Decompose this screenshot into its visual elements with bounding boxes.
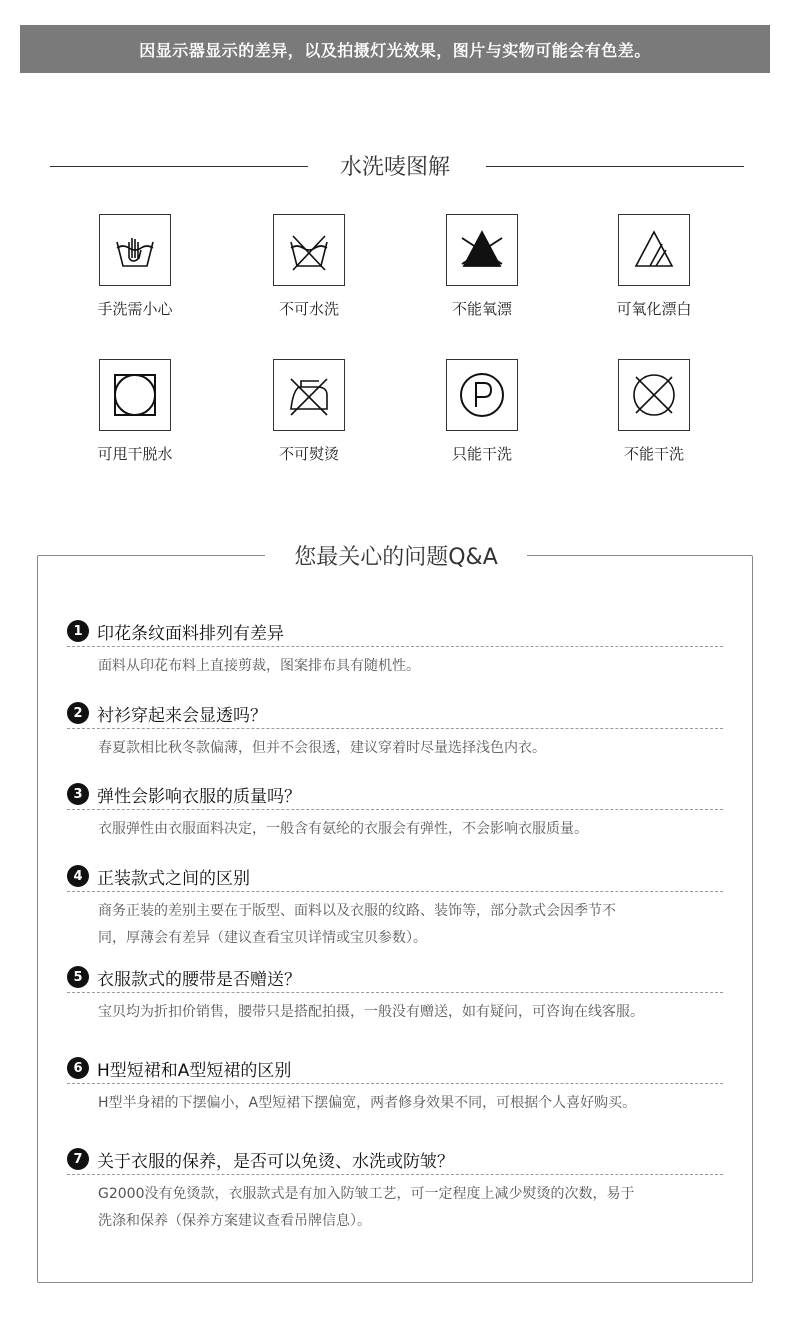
qa-item	[67, 618, 723, 680]
qa-answer	[67, 898, 723, 952]
qa-section-title: 您最关心的问题Q&A	[265, 540, 527, 571]
number-badge-icon: 4	[67, 865, 89, 887]
qa-answer	[67, 999, 723, 1026]
qa-item	[67, 700, 723, 762]
qa-answer-line: H型半身裙的下摆偏小，A型短裙下摆偏宽，两者修身效果不同，可根据个人喜好购买。	[98, 1095, 637, 1111]
color-disclaimer-text: 因显示器显示的差异，以及拍摄灯光效果，图片与实物可能会有色差。	[139, 40, 651, 60]
qa-answer-line: 面料从印花布料上直接剪裁，图案排布具有随机性。	[98, 658, 420, 674]
qa-question: 正装款式之间的区别	[97, 868, 250, 889]
care-label: 不能干洗	[623, 445, 684, 463]
qa-answer	[67, 1181, 723, 1235]
qa-answer-line: 宝贝均为折扣价销售，腰带只是搭配拍摄，一般没有赠送，如有疑问，可咨询在线客服。	[98, 1004, 644, 1020]
qa-answer	[67, 1090, 723, 1117]
care-label: 不可熨烫	[278, 445, 339, 463]
care-item-hand-wash	[65, 214, 205, 319]
care-label: 只能干洗	[451, 445, 512, 463]
qa-answer	[67, 735, 723, 762]
do-not-dry-clean-icon	[618, 359, 690, 431]
qa-question-row	[67, 781, 723, 810]
number-badge-icon: 2	[67, 702, 89, 724]
qa-item	[67, 1146, 723, 1235]
care-item-oxygen-bleach	[584, 214, 724, 319]
care-item-do-not-iron	[239, 359, 379, 464]
number-badge-icon: 5	[67, 966, 89, 988]
qa-question: 印花条纹面料排列有差异	[97, 623, 284, 644]
qa-answer-line: 春夏款相比秋冬款偏薄，但并不会很透，建议穿着时尽量选择浅色内衣。	[98, 740, 546, 756]
care-label: 不能氧漂	[451, 300, 512, 318]
qa-question-row	[67, 863, 723, 892]
qa-answer-line: 洗涤和保养（保养方案建议查看吊牌信息）。	[98, 1213, 371, 1229]
dry-clean-p-icon	[446, 359, 518, 431]
qa-answer	[67, 653, 723, 680]
care-label: 手洗需小心	[97, 300, 173, 318]
qa-answer-line: 衣服弹性由衣服面料决定，一般含有氨纶的衣服会有弹性，不会影响衣服质量。	[98, 821, 588, 837]
care-item-dry-clean-p	[412, 359, 552, 464]
color-disclaimer-banner	[20, 25, 770, 73]
qa-answer-line: 商务正装的差别主要在于版型、面料以及衣服的纹路、装饰等，部分款式会因季节不	[98, 903, 616, 919]
number-badge-icon: 1	[67, 620, 89, 642]
qa-item	[67, 781, 723, 843]
care-item-do-not-wash	[239, 214, 379, 319]
qa-question-row	[67, 964, 723, 993]
care-label: 可甩干脱水	[97, 445, 173, 463]
qa-question: H型短裙和A型短裙的区别	[97, 1060, 292, 1081]
qa-question-row	[67, 1055, 723, 1084]
qa-question: 衬衫穿起来会显透吗？	[97, 705, 267, 726]
do-not-iron-icon	[273, 359, 345, 431]
qa-question-row	[67, 1146, 723, 1175]
number-badge-icon: 7	[67, 1148, 89, 1170]
care-item-tumble-dry	[65, 359, 205, 464]
care-item-do-not-bleach	[412, 214, 552, 319]
qa-question: 弹性会影响衣服的质量吗？	[97, 786, 301, 807]
qa-item	[67, 964, 723, 1026]
qa-question-row	[67, 700, 723, 729]
oxygen-bleach-icon	[618, 214, 690, 286]
care-label: 不可水洗	[278, 300, 339, 318]
qa-question: 关于衣服的保养，是否可以免烫、水洗或防皱？	[97, 1151, 454, 1172]
number-badge-icon: 6	[67, 1057, 89, 1079]
qa-question-row	[67, 618, 723, 647]
care-label: 可氧化漂白	[616, 300, 692, 318]
hand-wash-icon	[99, 214, 171, 286]
qa-answer-line: 同，厚薄会有差异（建议查看宝贝详情或宝贝参数）。	[98, 930, 427, 946]
do-not-wash-icon	[273, 214, 345, 286]
number-badge-icon: 3	[67, 783, 89, 805]
tumble-dry-icon	[99, 359, 171, 431]
qa-answer-line: G2000没有免烫款，衣服款式是有加入防皱工艺，可一定程度上减少熨烫的次数，易于	[98, 1186, 635, 1202]
care-section-title: 水洗唛图解	[339, 155, 450, 180]
care-item-do-not-dry-clean	[584, 359, 724, 464]
qa-item	[67, 1055, 723, 1117]
qa-answer	[67, 816, 723, 843]
qa-item	[67, 863, 723, 952]
qa-question: 衣服款式的腰带是否赠送？	[97, 969, 301, 990]
do-not-bleach-icon	[446, 214, 518, 286]
